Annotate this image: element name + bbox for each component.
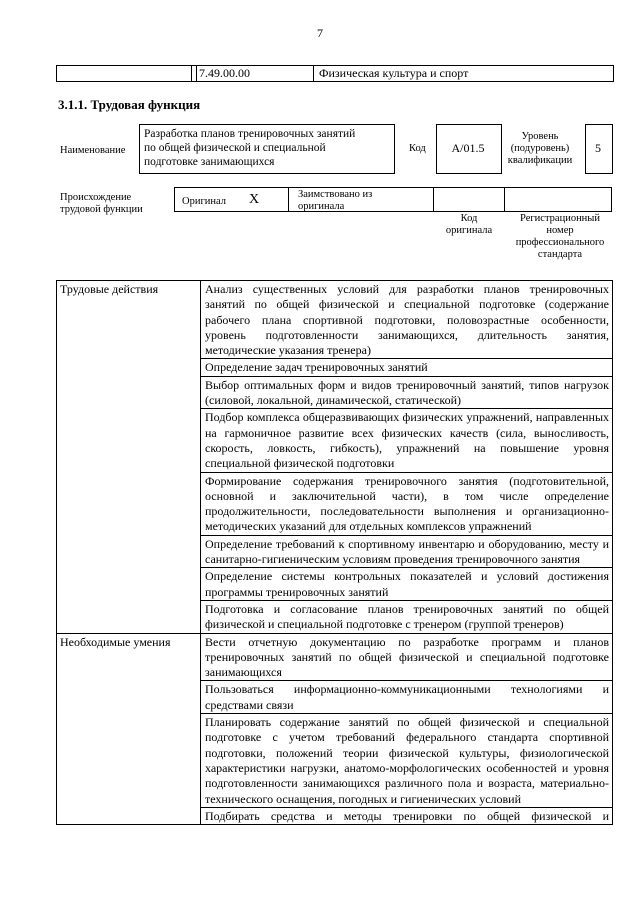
origin-label-line: трудовой функции (60, 204, 143, 215)
group-label-skills: Необходимые умения (57, 633, 201, 825)
level-label (500, 131, 580, 167)
code-original-line: Код (460, 213, 478, 224)
table-cell: Подготовка и согласование планов тренировочных занятий по общей физической и специальной подготовке с тренером (группой тренеров) (201, 600, 613, 633)
table-row (57, 633, 613, 681)
group-label-work-actions: Трудовые действия (57, 281, 201, 634)
code-original-line: оригинала (445, 225, 493, 236)
okved-row (56, 65, 614, 82)
reg-number-label (508, 213, 612, 261)
table-cell: Планировать содержание занятий по общей физической и специальной подготовке с учетом требований федерального стандарта спортивной подготовки, положений теории физической культуры, физиологической характеристики нагрузки, анатомо-морфологических особенностей и уровня подготовленности занимающихся различного пола и возраста, материально-технического оснащения, погодных и гигиенических условий (201, 714, 613, 808)
level-label-line: квалификации (507, 155, 573, 166)
reg-number-line: профессионального (515, 237, 605, 248)
code-original-label (434, 213, 504, 237)
borrowed-label-line: Заимствовано из (298, 189, 373, 200)
table-cell: Пользоваться информационно-коммуникационными технологиями и средствами связи (201, 681, 613, 714)
table-cell: Определение задач тренировочных занятий (201, 359, 613, 376)
level-label-line: (подуровень) (510, 143, 570, 154)
name-label: Наименование (60, 145, 126, 156)
reg-number-line: стандарта (537, 249, 583, 260)
okved-name: Физическая культура и спорт (319, 66, 469, 80)
table-cell: Подбирать средства и методы тренировки по общей физической и (201, 807, 613, 824)
function-name-line: Разработка планов тренировочных занятий (144, 128, 356, 140)
borrowed-label (298, 189, 428, 213)
reg-number-line: Регистрационный (520, 213, 600, 224)
table-cell: Подбор комплекса общеразвивающих физических упражнений, направленных на гармоничное развитие всех физических качеств (сила, выносливость, скорость, ловкость, гибкость), упражнений на повышение уровня специальной физической подготовки (201, 409, 613, 472)
okved-code: 7.49.00.00 (199, 66, 250, 80)
section-title: 3.1.1. Трудовая функция (58, 97, 201, 112)
function-name (144, 127, 392, 169)
origin-cell-reg (504, 187, 612, 212)
table-cell: Анализ существенных условий для разработки планов тренировочных занятий по общей физической и специальной подготовке (содержание рабочего плана спортивной подготовки, половозрастные особенности, уровень подготовленности занимающихся, длительность занятия, методические указания тренера) (201, 281, 613, 359)
function-name-line: по общей физической и специальной (144, 142, 326, 154)
reg-number-line: номер (546, 225, 574, 236)
page-number: 7 (317, 26, 323, 40)
code-value: A/01.5 (451, 141, 485, 155)
level-value: 5 (595, 141, 601, 155)
level-label-line: Уровень (521, 131, 559, 142)
borrowed-label-line: оригинала (298, 201, 345, 212)
origin-cell-code (433, 187, 505, 212)
table-cell: Выбор оптимальных форм и видов тренировочный занятий, типов нагрузок (силовой, локальной, динамической, статической) (201, 376, 613, 409)
original-mark: X (249, 192, 260, 207)
table-cell: Определение системы контрольных показателей и условий достижения программы тренировочных занятий (201, 568, 613, 601)
function-table (56, 280, 613, 825)
table-row (57, 281, 613, 359)
original-label: Оригинал (182, 196, 226, 207)
code-label: Код (409, 143, 426, 154)
origin-label (60, 192, 143, 216)
table-cell: Формирование содержания тренировочного занятия (подготовительной, основной и заключительной части), в том числе определение продолжительности, последовательности выполнения и организационно-методических указаний для отдельных комплексов упражнений (201, 472, 613, 535)
origin-label-line: Происхождение (60, 192, 132, 203)
table-cell: Определение требований к спортивному инвентарю и оборудованию, месту и санитарно-гигиеническим условиям проведения тренировочного занятия (201, 535, 613, 568)
function-name-line: подготовке занимающихся (144, 156, 275, 168)
table-cell: Вести отчетную документацию по разработке программ и планов тренировочных занятий по общей физической и специальной подготовке занимающихся (201, 633, 613, 681)
